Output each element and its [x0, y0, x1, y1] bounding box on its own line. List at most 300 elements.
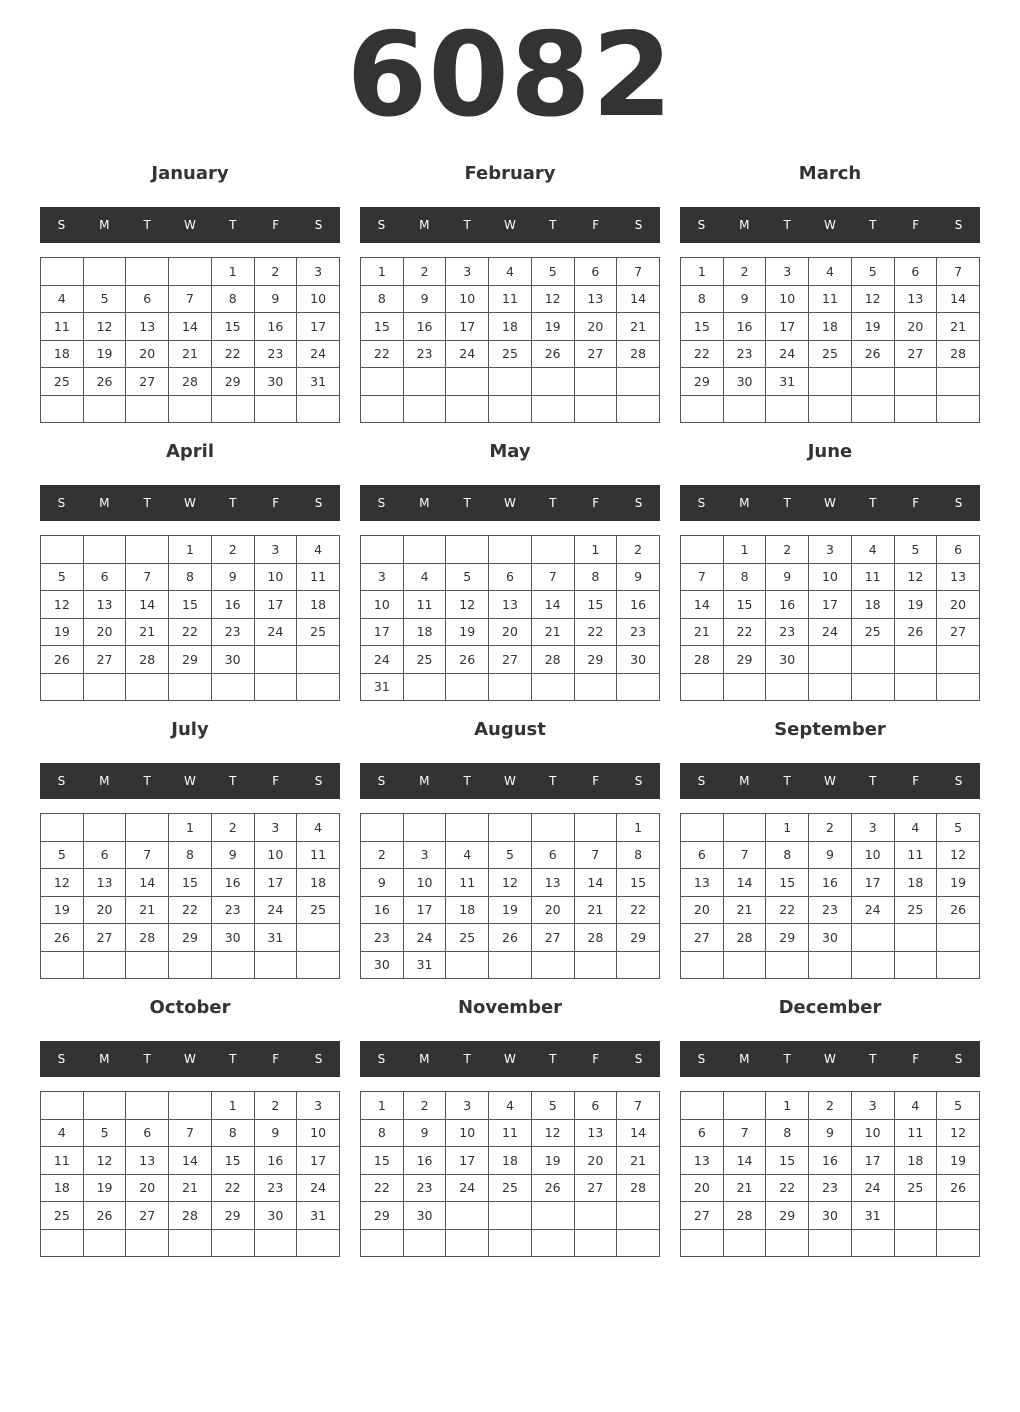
day-cell [681, 814, 724, 842]
day-cell [851, 951, 894, 979]
day-cell [254, 395, 297, 423]
day-cell: 8 [361, 285, 404, 313]
day-cell: 28 [126, 924, 169, 952]
week-row [681, 563, 980, 591]
day-cell [126, 258, 169, 286]
days-grid [40, 257, 340, 423]
day-cell [211, 951, 254, 979]
day-cell: 14 [617, 1119, 660, 1147]
day-cell: 30 [211, 646, 254, 674]
day-cell: 14 [617, 285, 660, 313]
day-cell [531, 1202, 574, 1230]
month-october [40, 990, 340, 1268]
day-cell: 18 [489, 313, 532, 341]
day-cell: 27 [681, 924, 724, 952]
day-cell: 13 [126, 313, 169, 341]
week-row [361, 285, 660, 313]
day-cell [169, 1092, 212, 1120]
day-cell: 5 [894, 536, 937, 564]
weekday-label: W [184, 496, 196, 510]
day-cell: 20 [126, 340, 169, 368]
week-row [41, 951, 340, 979]
day-cell [617, 395, 660, 423]
day-cell: 31 [361, 673, 404, 701]
week-row [681, 869, 980, 897]
day-cell: 29 [766, 1202, 809, 1230]
day-cell [361, 368, 404, 396]
day-cell: 21 [126, 618, 169, 646]
day-cell: 9 [254, 1119, 297, 1147]
day-cell: 18 [489, 1147, 532, 1175]
day-cell: 13 [574, 1119, 617, 1147]
day-cell [617, 951, 660, 979]
weekday-label: T [229, 1052, 237, 1066]
day-cell: 13 [681, 869, 724, 897]
day-cell: 22 [211, 1174, 254, 1202]
day-cell: 28 [937, 340, 980, 368]
day-cell: 14 [126, 591, 169, 619]
day-cell: 8 [211, 285, 254, 313]
weekday-label: T [869, 218, 877, 232]
day-cell: 23 [809, 896, 852, 924]
weekday-label: F [912, 218, 920, 232]
day-cell: 2 [766, 536, 809, 564]
day-cell: 23 [211, 618, 254, 646]
weekday-label: T [143, 218, 151, 232]
day-cell: 7 [681, 563, 724, 591]
day-cell: 17 [403, 896, 446, 924]
day-cell: 15 [766, 1147, 809, 1175]
weekday-label: S [57, 496, 66, 510]
day-cell: 3 [297, 1092, 340, 1120]
day-cell: 31 [766, 368, 809, 396]
day-cell: 30 [809, 1202, 852, 1230]
day-cell: 11 [489, 285, 532, 313]
day-cell [809, 368, 852, 396]
day-cell: 10 [446, 285, 489, 313]
day-cell: 10 [361, 591, 404, 619]
day-cell: 3 [403, 841, 446, 869]
day-cell: 21 [169, 1174, 212, 1202]
day-cell: 12 [894, 563, 937, 591]
day-cell: 29 [574, 646, 617, 674]
day-cell: 7 [169, 1119, 212, 1147]
weekday-header [360, 485, 660, 521]
day-cell: 15 [169, 869, 212, 897]
day-cell: 27 [83, 924, 126, 952]
day-cell [41, 395, 84, 423]
day-cell: 26 [531, 340, 574, 368]
day-cell: 19 [41, 896, 84, 924]
weekday-label: S [377, 496, 386, 510]
week-row [361, 841, 660, 869]
day-cell: 24 [809, 618, 852, 646]
week-row [41, 814, 340, 842]
week-row [681, 1119, 980, 1147]
week-row [41, 1119, 340, 1147]
day-cell: 1 [766, 1092, 809, 1120]
day-cell: 29 [211, 1202, 254, 1230]
month-name: July [171, 719, 209, 740]
weekday-label: S [314, 1052, 323, 1066]
day-cell: 16 [403, 1147, 446, 1175]
day-cell [446, 951, 489, 979]
week-row [41, 924, 340, 952]
day-cell: 22 [766, 1174, 809, 1202]
day-cell: 8 [169, 841, 212, 869]
day-cell: 30 [723, 368, 766, 396]
weekday-label: F [912, 1052, 920, 1066]
day-cell: 7 [937, 258, 980, 286]
day-cell: 26 [41, 924, 84, 952]
day-cell: 1 [211, 1092, 254, 1120]
weekday-label: F [272, 774, 280, 788]
day-cell [574, 951, 617, 979]
day-cell: 25 [41, 1202, 84, 1230]
day-cell [894, 1202, 937, 1230]
day-cell: 15 [361, 1147, 404, 1175]
week-row [681, 395, 980, 423]
day-cell: 30 [254, 368, 297, 396]
day-cell [211, 1229, 254, 1257]
day-cell: 14 [169, 313, 212, 341]
day-cell [297, 673, 340, 701]
day-cell: 5 [531, 1092, 574, 1120]
weekday-label: T [229, 218, 237, 232]
day-cell: 9 [617, 563, 660, 591]
week-row [41, 591, 340, 619]
day-cell: 26 [41, 646, 84, 674]
week-row [681, 618, 980, 646]
day-cell: 25 [489, 1174, 532, 1202]
day-cell: 2 [403, 1092, 446, 1120]
weekday-label: T [463, 1052, 471, 1066]
weekday-label: S [954, 496, 963, 510]
day-cell: 25 [41, 368, 84, 396]
day-cell [489, 814, 532, 842]
day-cell: 1 [574, 536, 617, 564]
day-cell: 3 [766, 258, 809, 286]
day-cell: 13 [83, 591, 126, 619]
day-cell: 26 [894, 618, 937, 646]
day-cell: 16 [403, 313, 446, 341]
day-cell: 31 [851, 1202, 894, 1230]
day-cell: 27 [894, 340, 937, 368]
week-row [41, 869, 340, 897]
day-cell: 9 [361, 869, 404, 897]
day-cell: 9 [211, 563, 254, 591]
day-cell: 17 [766, 313, 809, 341]
day-cell: 10 [809, 563, 852, 591]
week-row [681, 258, 980, 286]
day-cell: 24 [851, 1174, 894, 1202]
day-cell: 19 [531, 1147, 574, 1175]
day-cell [446, 673, 489, 701]
weekday-label: T [143, 1052, 151, 1066]
day-cell [531, 1229, 574, 1257]
weekday-label: F [272, 496, 280, 510]
day-cell [403, 673, 446, 701]
day-cell [851, 368, 894, 396]
month-name: August [474, 719, 546, 740]
day-cell: 22 [681, 340, 724, 368]
weekday-label: F [592, 774, 600, 788]
day-cell: 3 [851, 1092, 894, 1120]
day-cell: 20 [894, 313, 937, 341]
day-cell [254, 951, 297, 979]
week-row [41, 618, 340, 646]
month-april [40, 434, 340, 712]
day-cell: 5 [489, 841, 532, 869]
day-cell: 13 [531, 869, 574, 897]
day-cell: 18 [446, 896, 489, 924]
day-cell: 19 [531, 313, 574, 341]
weekday-label: F [912, 496, 920, 510]
day-cell [126, 814, 169, 842]
day-cell: 12 [41, 591, 84, 619]
day-cell: 23 [211, 896, 254, 924]
day-cell: 12 [489, 869, 532, 897]
month-name: May [489, 441, 531, 462]
day-cell [297, 951, 340, 979]
day-cell [41, 536, 84, 564]
day-cell: 29 [766, 924, 809, 952]
day-cell: 31 [254, 924, 297, 952]
day-cell: 17 [361, 618, 404, 646]
day-cell: 10 [403, 869, 446, 897]
week-row [361, 591, 660, 619]
day-cell: 13 [83, 869, 126, 897]
day-cell [723, 814, 766, 842]
day-cell: 20 [574, 313, 617, 341]
day-cell [617, 368, 660, 396]
week-row [361, 673, 660, 701]
day-cell: 27 [489, 646, 532, 674]
day-cell: 6 [83, 563, 126, 591]
day-cell [681, 1229, 724, 1257]
day-cell: 17 [446, 313, 489, 341]
day-cell: 8 [169, 563, 212, 591]
day-cell: 2 [254, 258, 297, 286]
day-cell: 26 [531, 1174, 574, 1202]
day-cell [809, 395, 852, 423]
day-cell: 22 [169, 618, 212, 646]
day-cell: 28 [617, 340, 660, 368]
week-row [361, 1202, 660, 1230]
day-cell [531, 673, 574, 701]
day-cell: 22 [574, 618, 617, 646]
day-cell: 21 [574, 896, 617, 924]
day-cell [126, 1229, 169, 1257]
weekday-label: W [184, 774, 196, 788]
day-cell: 16 [211, 591, 254, 619]
day-cell: 11 [894, 841, 937, 869]
day-cell [41, 1092, 84, 1120]
day-cell: 24 [851, 896, 894, 924]
day-cell: 20 [574, 1147, 617, 1175]
weekday-label: F [272, 218, 280, 232]
day-cell [531, 536, 574, 564]
day-cell: 2 [617, 536, 660, 564]
day-cell: 21 [937, 313, 980, 341]
weekday-label: M [419, 496, 430, 510]
day-cell: 9 [809, 841, 852, 869]
day-cell: 7 [126, 563, 169, 591]
day-cell: 26 [446, 646, 489, 674]
day-cell: 13 [894, 285, 937, 313]
day-cell: 2 [809, 814, 852, 842]
days-grid [40, 1091, 340, 1257]
day-cell: 4 [894, 1092, 937, 1120]
day-cell: 4 [489, 1092, 532, 1120]
day-cell: 21 [617, 313, 660, 341]
day-cell: 14 [574, 869, 617, 897]
day-cell [489, 673, 532, 701]
day-cell: 1 [169, 814, 212, 842]
day-cell: 11 [403, 591, 446, 619]
day-cell: 23 [403, 1174, 446, 1202]
day-cell: 18 [894, 1147, 937, 1175]
day-cell [41, 1229, 84, 1257]
day-cell: 12 [41, 869, 84, 897]
week-row [41, 896, 340, 924]
day-cell: 19 [937, 1147, 980, 1175]
day-cell: 24 [766, 340, 809, 368]
day-cell: 28 [617, 1174, 660, 1202]
month-name: April [165, 441, 215, 462]
day-cell: 29 [617, 924, 660, 952]
day-cell: 2 [809, 1092, 852, 1120]
day-cell [126, 395, 169, 423]
day-cell: 2 [254, 1092, 297, 1120]
weekday-label: T [783, 774, 791, 788]
week-row [361, 1229, 660, 1257]
weekday-header [360, 763, 660, 799]
day-cell [403, 536, 446, 564]
day-cell: 16 [361, 896, 404, 924]
days-grid [360, 813, 660, 979]
weekday-label: S [634, 1052, 643, 1066]
day-cell: 6 [574, 1092, 617, 1120]
week-row [681, 1229, 980, 1257]
day-cell [489, 1229, 532, 1257]
day-cell: 14 [723, 1147, 766, 1175]
weekday-label: T [463, 774, 471, 788]
day-cell [83, 951, 126, 979]
month-name: September [774, 719, 886, 740]
days-grid [360, 257, 660, 423]
day-cell [723, 673, 766, 701]
day-cell: 19 [83, 340, 126, 368]
days-grid [40, 535, 340, 701]
day-cell: 2 [723, 258, 766, 286]
day-cell: 30 [617, 646, 660, 674]
day-cell: 9 [809, 1119, 852, 1147]
day-cell: 20 [681, 1174, 724, 1202]
day-cell: 28 [723, 1202, 766, 1230]
week-row [681, 340, 980, 368]
day-cell: 6 [681, 1119, 724, 1147]
week-row [41, 395, 340, 423]
weekday-label: T [869, 496, 877, 510]
day-cell [297, 1229, 340, 1257]
days-grid [680, 257, 980, 423]
week-row [681, 646, 980, 674]
days-grid [680, 813, 980, 979]
weekday-header [680, 485, 980, 521]
day-cell: 21 [531, 618, 574, 646]
day-cell: 4 [41, 1119, 84, 1147]
day-cell: 14 [723, 869, 766, 897]
week-row [681, 536, 980, 564]
week-row [41, 340, 340, 368]
day-cell: 19 [937, 869, 980, 897]
day-cell: 20 [489, 618, 532, 646]
day-cell: 10 [254, 841, 297, 869]
weekday-label: F [592, 218, 600, 232]
day-cell [403, 814, 446, 842]
day-cell: 9 [211, 841, 254, 869]
day-cell [169, 258, 212, 286]
weekday-label: F [592, 1052, 600, 1066]
day-cell: 7 [617, 1092, 660, 1120]
day-cell [83, 395, 126, 423]
weekday-label: M [99, 774, 110, 788]
day-cell: 28 [574, 924, 617, 952]
day-cell: 8 [574, 563, 617, 591]
day-cell [403, 1229, 446, 1257]
week-row [41, 285, 340, 313]
year-title: 6082 [346, 8, 674, 143]
day-cell: 11 [489, 1119, 532, 1147]
week-row [361, 395, 660, 423]
weekday-label: S [697, 496, 706, 510]
day-cell [254, 1229, 297, 1257]
weekday-label: T [869, 1052, 877, 1066]
day-cell [937, 646, 980, 674]
day-cell: 12 [446, 591, 489, 619]
weekday-label: T [549, 496, 557, 510]
day-cell [446, 1229, 489, 1257]
week-row [681, 313, 980, 341]
day-cell: 10 [297, 1119, 340, 1147]
day-cell: 4 [446, 841, 489, 869]
day-cell: 20 [126, 1174, 169, 1202]
month-august [360, 712, 660, 990]
weekday-header [360, 1041, 660, 1077]
day-cell: 14 [681, 591, 724, 619]
day-cell [169, 395, 212, 423]
weekday-label: M [99, 1052, 110, 1066]
day-cell [574, 1229, 617, 1257]
day-cell: 19 [489, 896, 532, 924]
day-cell: 2 [361, 841, 404, 869]
week-row [361, 313, 660, 341]
day-cell: 7 [617, 258, 660, 286]
day-cell [851, 1229, 894, 1257]
day-cell [766, 395, 809, 423]
day-cell [894, 368, 937, 396]
day-cell: 15 [766, 869, 809, 897]
day-cell: 3 [361, 563, 404, 591]
week-row [361, 1092, 660, 1120]
weekday-label: W [504, 496, 516, 510]
days-grid [360, 535, 660, 701]
day-cell: 8 [617, 841, 660, 869]
day-cell: 2 [211, 814, 254, 842]
day-cell: 1 [361, 1092, 404, 1120]
month-name: February [464, 163, 556, 184]
